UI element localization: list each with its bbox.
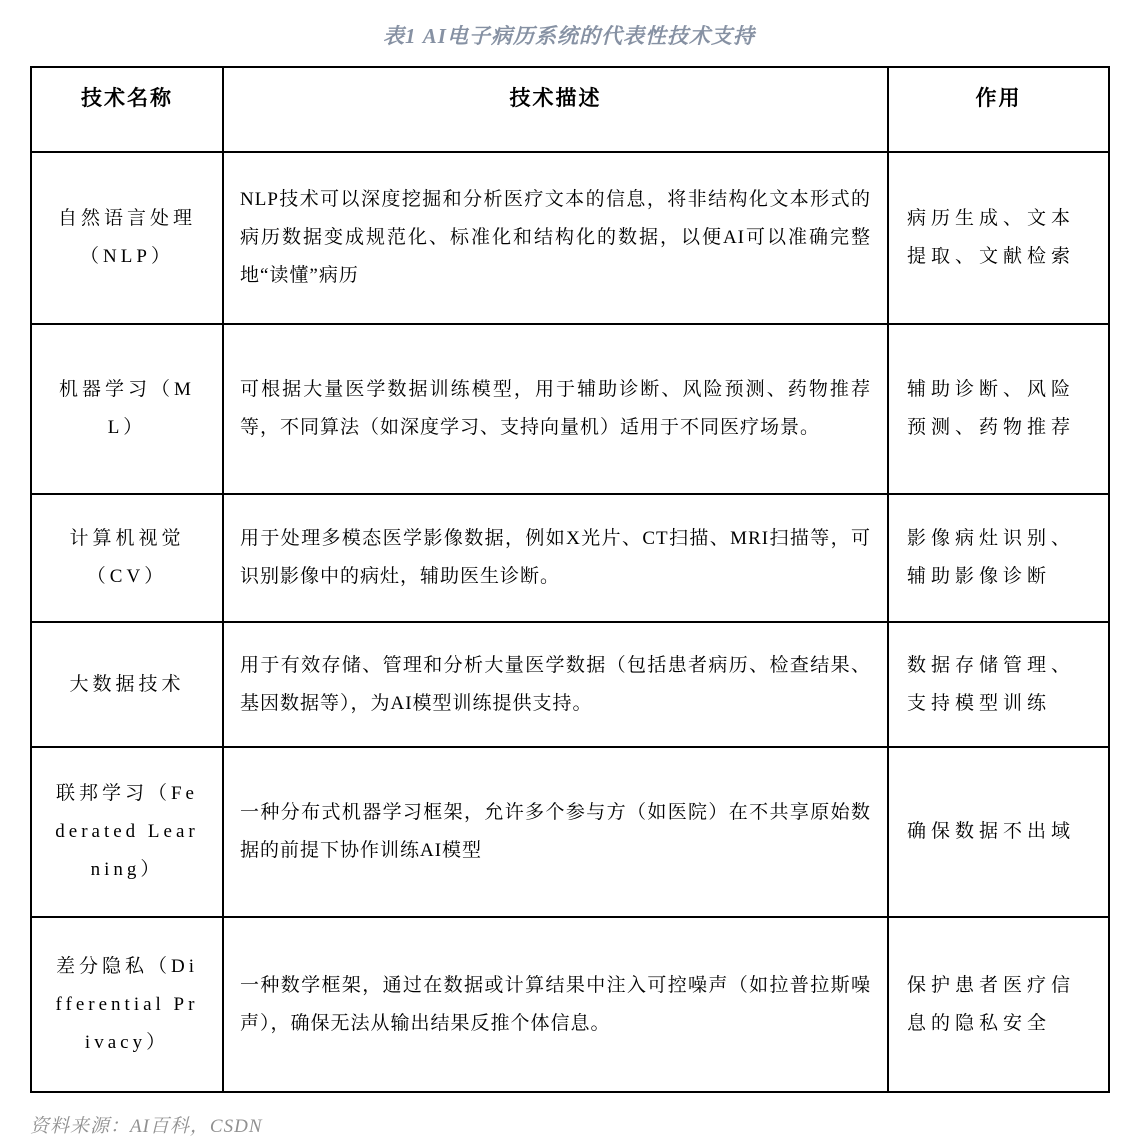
cell-role: 辅助诊断、风险预测、药物推荐 [888, 324, 1109, 494]
cell-tech-name: 联邦学习（Federated Learning） [31, 747, 223, 917]
cell-tech-description: 一种分布式机器学习框架，允许多个参与方（如医院）在不共享原始数据的前提下协作训练AI模型 [223, 747, 888, 917]
table-row [31, 622, 1109, 747]
cell-tech-description: NLP技术可以深度挖掘和分析医疗文本的信息，将非结构化文本形式的病历数据变成规范化、标准化和结构化的数据，以便AI可以准确完整地“读懂”病历 [223, 152, 888, 324]
cell-tech-description: 用于处理多模态医学影像数据，例如X光片、CT扫描、MRI扫描等，可识别影像中的病灶，辅助医生诊断。 [223, 494, 888, 622]
cell-role: 保护患者医疗信息的隐私安全 [888, 917, 1109, 1092]
cell-tech-name: 计算机视觉（CV） [31, 494, 223, 622]
tech-support-table [30, 66, 1110, 1093]
header-tech-name: 技术名称 [31, 67, 223, 152]
table-row [31, 747, 1109, 917]
table-row [31, 324, 1109, 494]
cell-tech-description: 一种数学框架，通过在数据或计算结果中注入可控噪声（如拉普拉斯噪声），确保无法从输出结果反推个体信息。 [223, 917, 888, 1092]
source-note: 资料来源：AI百科，CSDN [30, 1116, 263, 1137]
header-row [31, 67, 1109, 152]
cell-tech-description: 可根据大量医学数据训练模型，用于辅助诊断、风险预测、药物推荐等，不同算法（如深度学习、支持向量机）适用于不同医疗场景。 [223, 324, 888, 494]
table-row [31, 494, 1109, 622]
header-role: 作用 [888, 67, 1109, 152]
table-title: 表1 AI电子病历系统的代表性技术支持 [383, 24, 755, 48]
cell-tech-name: 自然语言处理（NLP） [31, 152, 223, 324]
table-row [31, 152, 1109, 324]
cell-role: 数据存储管理、支持模型训练 [888, 622, 1109, 747]
cell-role: 影像病灶识别、辅助影像诊断 [888, 494, 1109, 622]
cell-role: 病历生成、文本提取、文献检索 [888, 152, 1109, 324]
cell-tech-name: 机器学习（ML） [31, 324, 223, 494]
cell-tech-description: 用于有效存储、管理和分析大量医学数据（包括患者病历、检查结果、基因数据等），为AI模型训练提供支持。 [223, 622, 888, 747]
cell-role: 确保数据不出域 [888, 747, 1109, 917]
cell-tech-name: 差分隐私（Differential Privacy） [31, 917, 223, 1092]
table-row [31, 917, 1109, 1092]
cell-tech-name: 大数据技术 [31, 622, 223, 747]
header-tech-description: 技术描述 [223, 67, 888, 152]
